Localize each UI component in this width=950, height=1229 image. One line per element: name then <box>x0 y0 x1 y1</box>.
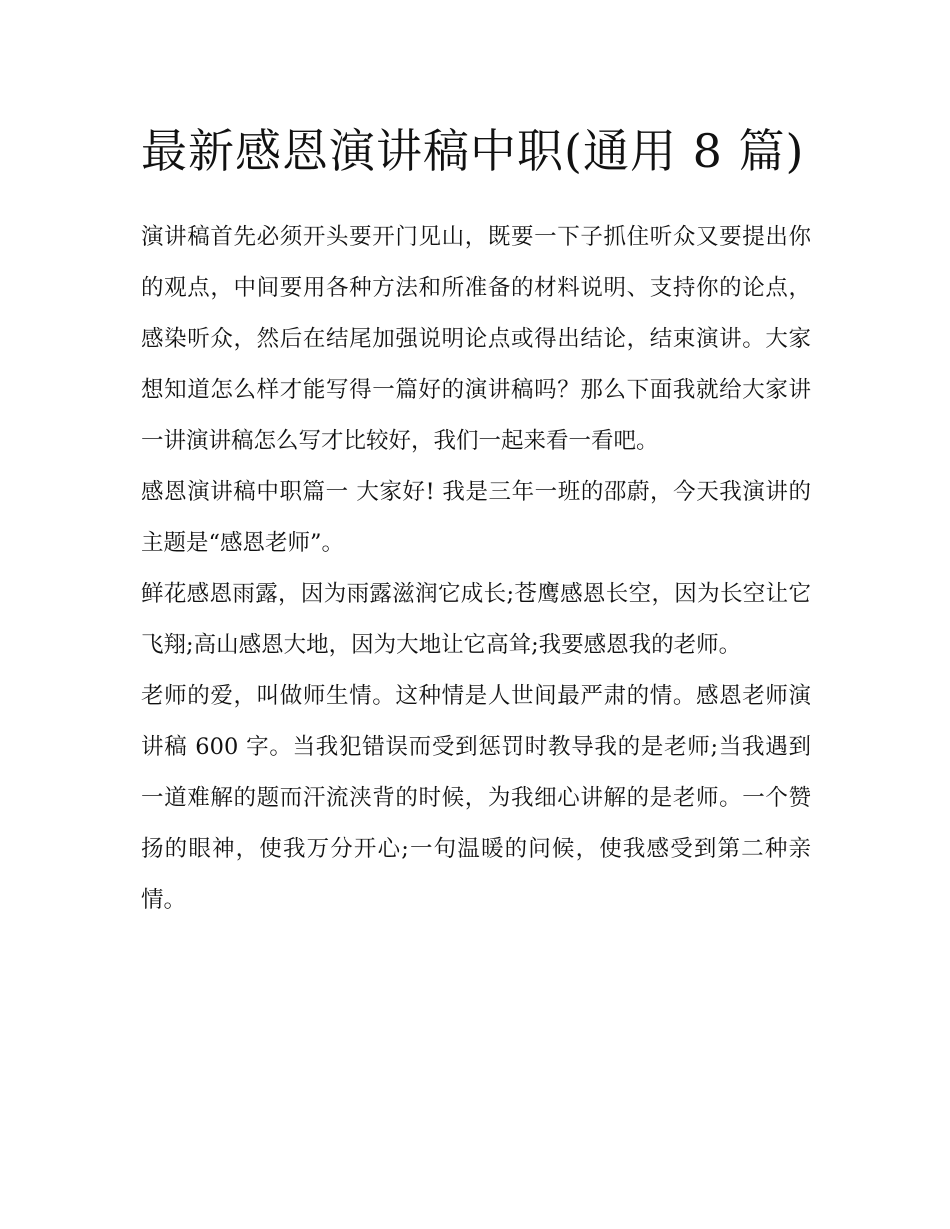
document-title: 最新感恩演讲稿中职(通用 8 篇) <box>141 124 805 178</box>
teacher-love-paragraph: 老师的爱，叫做师生情。这种情是人世间最严肃的情。感恩老师演讲稿 600 字。当我犯错误而受到惩罚时教导我的是老师;当我遇到一道难解的题而汗流浃背的时候，为我细心讲解的是老师。一个赞扬的眼神，使我万分开心;一句温暖的问候，使我感受到第二种亲情。 <box>141 683 811 913</box>
nature-gratitude-paragraph: 鲜花感恩雨露，因为雨露滋润它成长;苍鹰感恩长空，因为长空让它飞翔;高山感恩大地，因为大地让它高耸;我要感恩我的老师。 <box>141 581 811 658</box>
greeting-paragraph: 感恩演讲稿中职篇一 大家好! 我是三年一班的邵蔚，今天我演讲的主题是“感恩老师”。 <box>141 479 811 556</box>
intro-paragraph: 演讲稿首先必须开头要开门见山，既要一下子抓住听众又要提出你的观点，中间要用各种方法和所准备的材料说明、支持你的论点，感染听众，然后在结尾加强说明论点或得出结论，结束演讲。大家想知道怎么样才能写得一篇好的演讲稿吗？那么下面我就给大家讲一讲演讲稿怎么写才比较好，我们一起来看一看吧。 <box>141 224 811 454</box>
document-page <box>141 112 811 926</box>
